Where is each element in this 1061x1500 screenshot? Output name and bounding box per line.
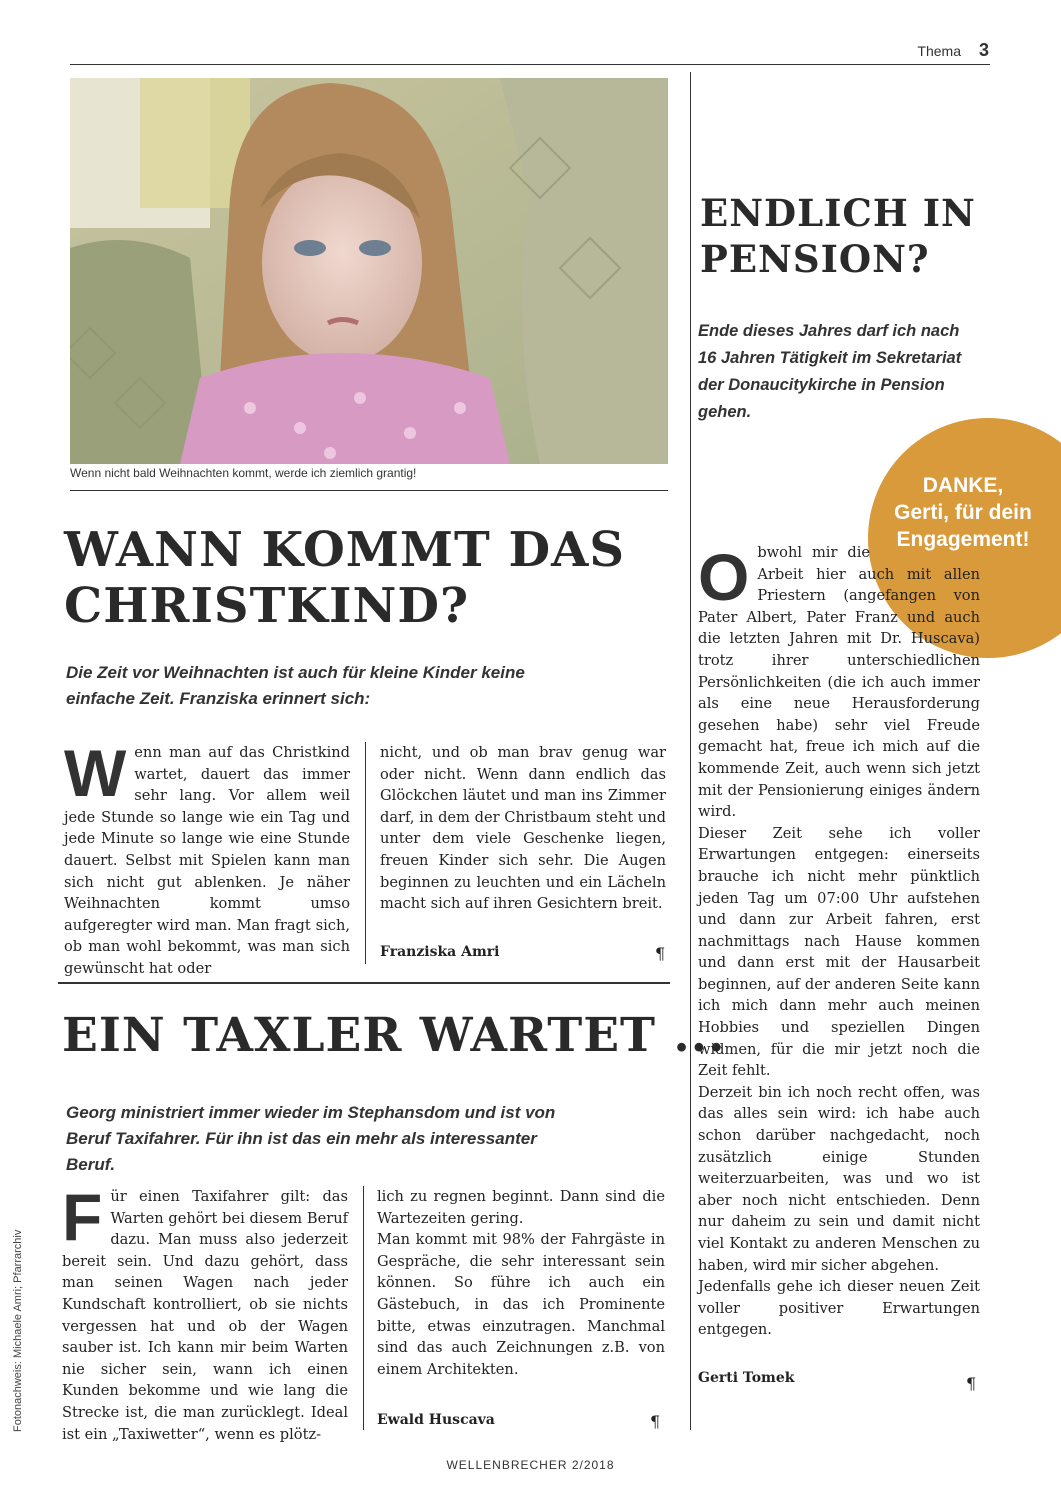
- article2-dropcap: F: [62, 1180, 103, 1254]
- article2-author: Ewald Huscava: [377, 1412, 495, 1428]
- article3-title-line2: PENSION?: [700, 237, 930, 281]
- article3-p2: Dieser Zeit sehe ich voller Erwartungen entgegen: einerseits brauche ich nicht mehr pünktlich jeden Tag um 07:00 Uhr aufstehen und dann zur Arbeit fahren, erst nachmittags nach Hause kommen und dann erst mit der Hausarbeit beginnen, auf der anderen Seite kann ich mich dann mehr auch meinen Hobbies und speziellen Dingen widmen, für die mir jetzt noch die Zeit fehlt.: [698, 824, 980, 1080]
- thanks-badge-text: [878, 472, 1048, 553]
- column-divider: [690, 72, 691, 1430]
- article1-dropcap: W: [64, 736, 127, 810]
- article3-body: [698, 542, 980, 1341]
- article3-p1-text: bwohl mir die Arbeit hier auch mit allen Priestern (angefangen von Pater Albert, Pater Franz und auch die letzten Jahren mit Dr. Huscava) trotz ihrer unterschiedlichen Persönlichkeiten (die ich auch immer als eine neue Herausforderung gesehen habe) sehr viel Freude gemacht hat, freue ich mich auf die kommende Zeit, auch wenn sich jetzt mit der Pensionierung einiges ändern wird.: [698, 544, 980, 821]
- article2-col2-p1: lich zu regnen beginnt. Dann sind die Wartezeiten gering.: [377, 1188, 665, 1227]
- article3-title: [700, 190, 976, 282]
- article1-col-divider: [365, 742, 366, 964]
- page-header: [917, 40, 989, 61]
- article3-lead: Ende dieses Jahres darf ich nach 16 Jahren Tätigkeit im Sekretariat der Donaucitykirche in Pension gehen.: [698, 322, 962, 421]
- photo-caption: Wenn nicht bald Weihnachten kommt, werde ich ziemlich grantig!: [70, 466, 417, 480]
- caption-rule: [70, 490, 668, 491]
- page-number: 3: [978, 40, 989, 60]
- article2-col1-text: ür einen Taxifahrer gilt: das Warten gehört bei diesem Beruf dazu. Man muss also jederzeit bereit sein. Und dazu gehört, dass man seinen Wagen nach jeder Kundschaft kontrolliert, ob sie nichts vergessen hat und ob der Wagen sauber ist. Ich kann mir beim Warten nie sicher sein, wann ich einen Kunden bekomme und wie lang die Strecke ist, die man zurücklegt. Ideal ist ein „Taxiwetter“, wenn es plötz-: [62, 1188, 348, 1443]
- article2-lead: Georg ministriert immer wieder im Stephansdom und ist von Beruf Taxifahrer. Für ihn ist das ein mehr als interessanter Beruf.: [66, 1103, 556, 1174]
- article3-dropcap: O: [698, 540, 750, 614]
- article2-end-mark: ¶: [650, 1412, 661, 1431]
- article3-p1: [698, 542, 980, 823]
- photo-credit: Fotonachweis: Michaele Amri; Pfarrarchiv: [12, 1229, 24, 1432]
- badge-line1: DANKE,: [922, 474, 1004, 497]
- article1-author: Franziska Amri: [380, 944, 500, 960]
- section-label: Thema: [917, 43, 961, 59]
- header-rule: [70, 64, 990, 65]
- article3-p3: Derzeit bin ich noch recht offen, was das alles sein wird: ich habe auch schon darüber nachgedacht, noch zusätzlich einige Stunden weiterzuarbeiten, was und wo ist aber noch nicht entschieden. Denn nur daheim zu sein und damit nicht viel Kontakt zu anderen Menschen zu haben, wird mir sicher abgehen.: [698, 1083, 980, 1274]
- article3-author: Gerti Tomek: [698, 1370, 795, 1386]
- page-footer: WELLENBRECHER 2/2018: [446, 1458, 615, 1472]
- article1-col1: [64, 736, 350, 980]
- article1-title: [64, 522, 625, 634]
- article2-title: EIN TAXLER WARTET ...: [62, 1008, 726, 1063]
- article3-title-line1: ENDLICH IN: [700, 191, 976, 235]
- article1-col1-text: enn man auf das Christkind wartet, dauert das immer sehr lang. Vor allem weil jede Stunde so lange wie ein Tag und jede Minute so lange wie eine Stunde dauert. Selbst mit Spielen kann man sich nicht gut ablenken. Je näher Weihnachten kommt umso aufgeregter wird man. Man fragt sich, ob man wohl bekommt, was man sich gewünscht hat oder: [64, 744, 350, 977]
- article3-p4: Jedenfalls gehe ich dieser neuen Zeit voller positiver Erwartungen entgegen.: [698, 1278, 980, 1339]
- article1-col2: nicht, und ob man brav genug war oder nicht. Wenn dann endlich das Glöckchen läutet und man ins Zimmer darf, in dem der Christbaum steht und unter dem viele Geschenke liegen, freuen Kinder sich sehr. Die Augen beginnen zu leuchten und ein Lächeln macht sich auf ihren Gesichtern breit.: [380, 744, 666, 913]
- article3-end-mark: ¶: [966, 1374, 977, 1393]
- article2-col2: [377, 1186, 665, 1380]
- article1-title-line2: CHRISTKIND?: [64, 578, 470, 634]
- article1-lead: Die Zeit vor Weihnachten ist auch für kleine Kinder keine einfache Zeit. Franziska erinnert sich:: [66, 663, 525, 708]
- badge-line3: Engagement!: [896, 528, 1030, 551]
- article1-title-line1: WANN KOMMT DAS: [64, 522, 626, 578]
- article2-col2-p2: Man kommt mit 98% der Fahrgäste in Gespräche, die sehr interessant sein können. So führe ich auch ein Gästebuch, in das ich Prominente bitte, etwas einzutragen. Manchmal sind das auch Zeichnungen z.B. von einem Architekten.: [377, 1231, 665, 1378]
- photo-girl: [70, 78, 668, 464]
- badge-line2: Gerti, für dein: [894, 501, 1032, 524]
- article2-col-divider: [363, 1186, 364, 1430]
- article1-end-mark: ¶: [655, 944, 666, 963]
- article-divider: [58, 982, 670, 984]
- article2-col1: [62, 1180, 348, 1445]
